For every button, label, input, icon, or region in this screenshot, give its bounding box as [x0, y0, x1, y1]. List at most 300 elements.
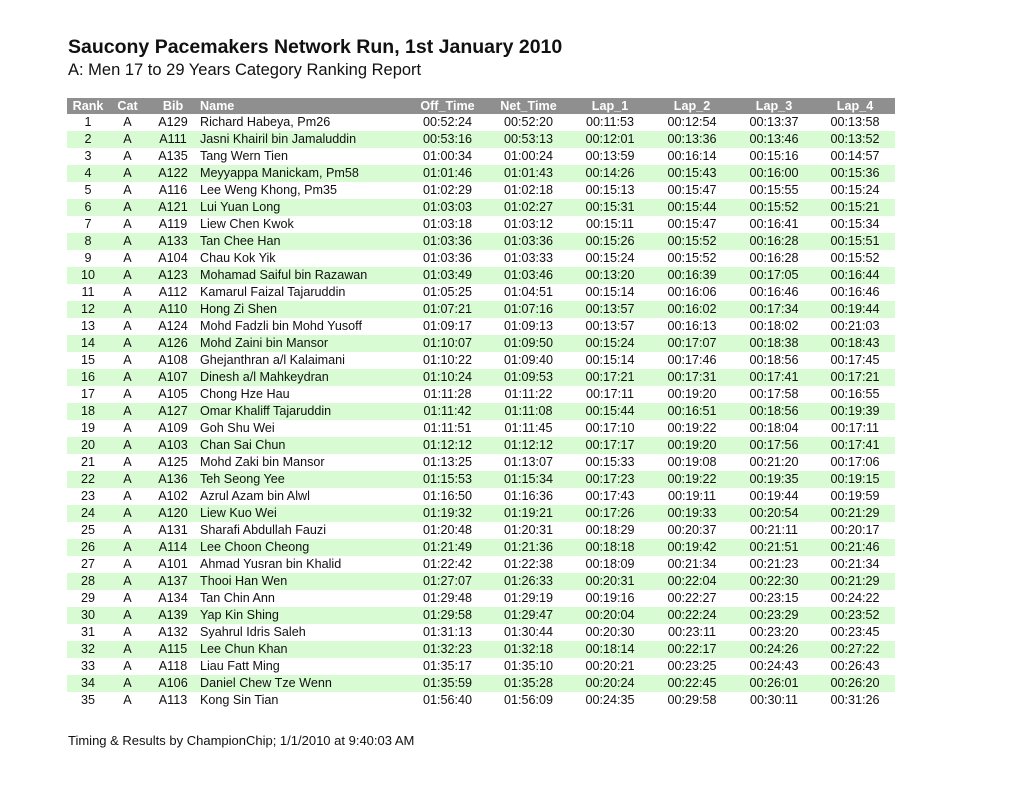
lap-3-cell: 00:18:56: [749, 353, 799, 367]
lap-2-cell: 00:19:22: [667, 421, 717, 435]
table-row: [67, 284, 895, 301]
name-cell: Daniel Chew Tze Wenn: [200, 675, 407, 692]
net-time-cell: 01:02:18: [503, 183, 554, 197]
table-row: [67, 114, 895, 131]
net-time-cell: 01:09:50: [488, 335, 569, 352]
off-time-cell: 01:11:28: [423, 387, 472, 401]
cat-cell: A: [123, 489, 132, 503]
off-time-cell: 01:01:46: [407, 165, 488, 182]
bib-cell: A122: [146, 165, 200, 182]
table-row: [67, 437, 895, 454]
off-time-cell: 01:21:49: [407, 539, 488, 556]
cat-cell: A: [109, 165, 146, 182]
cat-cell: A: [109, 301, 146, 318]
lap-1-cell: 00:17:21: [569, 369, 651, 386]
rank-cell: 13: [80, 319, 95, 333]
lap-2-cell: 00:19:11: [667, 489, 717, 503]
off-time-cell: 01:03:03: [407, 199, 488, 216]
cat-cell: A: [123, 285, 132, 299]
off-time-cell: 01:22:42: [422, 557, 473, 571]
lap-4-cell: 00:14:57: [830, 149, 880, 163]
table-row: [67, 403, 895, 420]
header-row: [67, 98, 895, 114]
lap-3-cell: 00:24:26: [733, 641, 815, 658]
lap-2-cell: 00:16:06: [667, 285, 717, 299]
off-time-cell: 01:03:18: [422, 217, 473, 231]
bib-cell: A139: [146, 607, 200, 624]
lap-3-cell: 00:21:23: [749, 557, 799, 571]
table-row: [67, 590, 895, 607]
lap-2-cell: 00:22:24: [651, 607, 733, 624]
table-row: [67, 505, 895, 522]
lap-4-cell: 00:15:34: [830, 217, 880, 231]
lap-3-cell: 00:18:56: [733, 403, 815, 420]
net-time-cell: 01:07:16: [488, 301, 569, 318]
off-time-cell: 01:03:36: [407, 233, 488, 250]
name-cell: Mohd Fadzli bin Mohd Yusoff: [200, 319, 362, 333]
rank-cell: 7: [84, 217, 92, 231]
lap-3-cell: 00:17:05: [733, 267, 815, 284]
report-title: Saucony Pacemakers Network Run, 1st January 2010: [68, 36, 563, 58]
name-cell: Mohd Zaki bin Mansor: [200, 455, 325, 469]
lap-4-cell: 00:19:44: [815, 301, 895, 318]
bib-cell: A121: [146, 199, 200, 216]
rank-cell: 23: [80, 489, 95, 503]
cat-cell: A: [109, 573, 146, 590]
off-time-cell: 01:29:48: [422, 591, 473, 605]
lap-2-cell: 00:19:22: [651, 471, 733, 488]
column-header-rank: Rank: [67, 98, 109, 114]
table-row: [67, 488, 895, 505]
rank-cell: 5: [84, 183, 92, 197]
lap-4-cell: 00:21:03: [830, 319, 880, 333]
lap-4-cell: 00:26:20: [815, 675, 895, 692]
name-cell: Hong Zi Shen: [200, 301, 407, 318]
rank-cell: 11: [81, 285, 95, 299]
lap-2-cell: 00:23:25: [667, 659, 717, 673]
net-time-cell: 01:13:07: [503, 455, 554, 469]
rank-cell: 14: [67, 335, 109, 352]
net-time-cell: 01:09:13: [503, 319, 554, 333]
lap-4-cell: 00:16:46: [830, 285, 880, 299]
lap-2-cell: 00:17:07: [651, 335, 733, 352]
rank-cell: 4: [67, 165, 109, 182]
bib-cell: A119: [158, 217, 188, 231]
name-cell: Azrul Azam bin Alwl: [200, 489, 310, 503]
lap-3-cell: 00:24:43: [749, 659, 799, 673]
lap-2-cell: 00:19:08: [667, 455, 717, 469]
bib-cell: A112: [158, 285, 188, 299]
table-row: [67, 369, 895, 386]
bib-cell: A132: [158, 625, 188, 639]
off-time-cell: 01:31:13: [422, 625, 473, 639]
lap-1-cell: 00:15:14: [585, 353, 635, 367]
bib-cell: A133: [146, 233, 200, 250]
rank-cell: 19: [80, 421, 95, 435]
lap-2-cell: 00:16:39: [651, 267, 733, 284]
net-time-cell: 01:00:24: [503, 149, 554, 163]
rank-cell: 12: [67, 301, 109, 318]
net-time-cell: 01:03:33: [503, 251, 554, 265]
lap-3-cell: 00:15:52: [733, 199, 815, 216]
cat-cell: A: [109, 335, 146, 352]
off-time-cell: 01:10:24: [407, 369, 488, 386]
net-time-cell: 01:26:33: [488, 573, 569, 590]
cat-cell: A: [109, 607, 146, 624]
name-cell: Ghejanthran a/l Kalaimani: [200, 353, 345, 367]
cat-cell: A: [123, 591, 132, 605]
lap-3-cell: 00:20:54: [733, 505, 815, 522]
lap-3-cell: 00:15:55: [749, 183, 799, 197]
rank-cell: 2: [67, 131, 109, 148]
lap-1-cell: 00:20:31: [569, 573, 651, 590]
name-cell: Liau Fatt Ming: [200, 659, 280, 673]
name-cell: Yap Kin Shing: [200, 607, 407, 624]
net-time-cell: 01:04:51: [503, 285, 554, 299]
lap-3-cell: 00:16:28: [733, 233, 815, 250]
lap-1-cell: 00:15:24: [569, 335, 651, 352]
table-row: [67, 250, 895, 267]
lap-2-cell: 00:16:13: [667, 319, 717, 333]
name-cell: Tang Wern Tien: [200, 149, 288, 163]
lap-2-cell: 00:22:27: [667, 591, 717, 605]
off-time-cell: 01:07:21: [407, 301, 488, 318]
table-row: [67, 573, 895, 590]
cat-cell: A: [109, 675, 146, 692]
rank-cell: 6: [67, 199, 109, 216]
rank-cell: 17: [80, 387, 95, 401]
name-cell: Thooi Han Wen: [200, 573, 407, 590]
table-row: [67, 675, 895, 692]
name-cell: Chau Kok Yik: [200, 251, 276, 265]
off-time-cell: 01:35:59: [407, 675, 488, 692]
lap-3-cell: 00:21:51: [733, 539, 815, 556]
net-time-cell: 01:32:18: [488, 641, 569, 658]
cat-cell: A: [123, 387, 132, 401]
rank-cell: 27: [80, 557, 95, 571]
table-body: [67, 114, 895, 709]
bib-cell: A109: [158, 421, 188, 435]
column-header-name: Name: [200, 98, 407, 114]
net-time-cell: 01:09:53: [488, 369, 569, 386]
lap-4-cell: 00:19:39: [815, 403, 895, 420]
lap-1-cell: 00:15:33: [585, 455, 635, 469]
lap-3-cell: 00:21:11: [749, 523, 799, 537]
off-time-cell: 01:35:17: [422, 659, 473, 673]
name-cell: Syahrul Idris Saleh: [200, 625, 306, 639]
lap-2-cell: 00:21:34: [667, 557, 717, 571]
cat-cell: A: [109, 641, 146, 658]
lap-4-cell: 00:17:06: [830, 455, 880, 469]
net-time-cell: 01:56:09: [503, 693, 554, 707]
lap-1-cell: 00:15:24: [585, 251, 635, 265]
lap-1-cell: 00:17:23: [569, 471, 651, 488]
table-row: [67, 199, 895, 216]
lap-2-cell: 00:15:52: [651, 233, 733, 250]
lap-3-cell: 00:22:30: [733, 573, 815, 590]
column-header-net-time: Net_Time: [488, 98, 569, 114]
cat-cell: A: [109, 131, 146, 148]
cat-cell: A: [109, 267, 146, 284]
lap-4-cell: 00:15:52: [830, 251, 880, 265]
table-row: [67, 556, 895, 573]
off-time-cell: 01:09:17: [422, 319, 473, 333]
lap-1-cell: 00:17:17: [569, 437, 651, 454]
rank-cell: 25: [80, 523, 95, 537]
table-row: [67, 386, 895, 403]
cat-cell: A: [109, 199, 146, 216]
lap-4-cell: 00:15:24: [830, 183, 880, 197]
lap-4-cell: 00:21:29: [815, 573, 895, 590]
lap-1-cell: 00:18:29: [585, 523, 635, 537]
rank-cell: 33: [80, 659, 95, 673]
bib-cell: A129: [158, 115, 188, 129]
lap-2-cell: 00:12:54: [667, 115, 717, 129]
off-time-cell: 01:11:42: [407, 403, 488, 420]
lap-4-cell: 00:13:52: [815, 131, 895, 148]
off-time-cell: 00:52:24: [422, 115, 473, 129]
rank-cell: 24: [67, 505, 109, 522]
name-cell: Liew Kuo Wei: [200, 505, 407, 522]
lap-4-cell: 00:21:29: [815, 505, 895, 522]
net-time-cell: 01:02:27: [488, 199, 569, 216]
lap-3-cell: 00:15:16: [749, 149, 799, 163]
lap-1-cell: 00:17:43: [585, 489, 635, 503]
cat-cell: A: [109, 369, 146, 386]
name-cell: Richard Habeya, Pm26: [200, 115, 331, 129]
off-time-cell: 01:56:40: [422, 693, 473, 707]
rank-cell: 20: [67, 437, 109, 454]
lap-3-cell: 00:16:28: [749, 251, 799, 265]
lap-1-cell: 00:12:01: [569, 131, 651, 148]
cat-cell: A: [109, 233, 146, 250]
table-row: [67, 318, 895, 335]
cat-cell: A: [123, 693, 132, 707]
cat-cell: A: [123, 659, 132, 673]
lap-4-cell: 00:21:34: [830, 557, 880, 571]
name-cell: Omar Khaliff Tajaruddin: [200, 403, 407, 420]
lap-1-cell: 00:19:16: [585, 591, 635, 605]
rank-cell: 22: [67, 471, 109, 488]
cat-cell: A: [123, 319, 132, 333]
table-row: [67, 335, 895, 352]
lap-2-cell: 00:19:42: [651, 539, 733, 556]
table-row: [67, 420, 895, 437]
lap-4-cell: 00:16:55: [830, 387, 880, 401]
column-header-cat: Cat: [109, 98, 146, 114]
bib-cell: A131: [158, 523, 188, 537]
lap-3-cell: 00:19:44: [749, 489, 799, 503]
net-time-cell: 01:03:46: [488, 267, 569, 284]
bib-cell: A113: [158, 693, 188, 707]
lap-3-cell: 00:26:01: [733, 675, 815, 692]
lap-2-cell: 00:20:37: [667, 523, 717, 537]
lap-4-cell: 00:23:45: [830, 625, 880, 639]
column-header-lap-2: Lap_2: [651, 98, 733, 114]
lap-1-cell: 00:13:59: [585, 149, 635, 163]
lap-4-cell: 00:19:59: [830, 489, 880, 503]
bib-cell: A111: [146, 131, 200, 148]
net-time-cell: 00:53:13: [488, 131, 569, 148]
net-time-cell: 01:03:12: [503, 217, 554, 231]
lap-4-cell: 00:20:17: [830, 523, 880, 537]
lap-1-cell: 00:11:53: [585, 115, 635, 129]
bib-cell: A118: [158, 659, 188, 673]
lap-3-cell: 00:16:41: [749, 217, 799, 231]
off-time-cell: 01:00:34: [422, 149, 473, 163]
rank-cell: 15: [80, 353, 95, 367]
bib-cell: A110: [146, 301, 200, 318]
net-time-cell: 01:01:43: [488, 165, 569, 182]
lap-4-cell: 00:23:52: [815, 607, 895, 624]
off-time-cell: 01:10:22: [422, 353, 473, 367]
lap-1-cell: 00:17:11: [585, 387, 635, 401]
rank-cell: 9: [84, 251, 92, 265]
lap-2-cell: 00:29:58: [667, 693, 717, 707]
name-cell: Tan Chee Han: [200, 233, 407, 250]
lap-4-cell: 00:18:43: [815, 335, 895, 352]
name-cell: Lee Weng Khong, Pm35: [200, 183, 337, 197]
cat-cell: A: [123, 557, 132, 571]
cat-cell: A: [109, 437, 146, 454]
bib-cell: A108: [158, 353, 188, 367]
off-time-cell: 01:13:25: [422, 455, 473, 469]
lap-2-cell: 00:16:51: [651, 403, 733, 420]
net-time-cell: 01:03:36: [488, 233, 569, 250]
lap-4-cell: 00:31:26: [830, 693, 880, 707]
lap-4-cell: 00:24:22: [830, 591, 880, 605]
lap-2-cell: 00:15:47: [667, 183, 717, 197]
table-row: [67, 607, 895, 624]
off-time-cell: 01:27:07: [407, 573, 488, 590]
off-time-cell: 01:05:25: [422, 285, 473, 299]
bib-cell: A101: [158, 557, 188, 571]
bib-cell: A126: [146, 335, 200, 352]
lap-3-cell: 00:17:34: [733, 301, 815, 318]
lap-1-cell: 00:18:18: [569, 539, 651, 556]
lap-1-cell: 00:15:26: [569, 233, 651, 250]
rank-cell: 16: [67, 369, 109, 386]
lap-2-cell: 00:15:47: [667, 217, 717, 231]
lap-2-cell: 00:16:02: [651, 301, 733, 318]
off-time-cell: 01:15:53: [407, 471, 488, 488]
bib-cell: A104: [158, 251, 188, 265]
table-row: [67, 471, 895, 488]
rank-cell: 1: [84, 115, 92, 129]
rank-cell: 21: [80, 455, 95, 469]
off-time-cell: 01:32:23: [407, 641, 488, 658]
name-cell: Chan Sai Chun: [200, 437, 407, 454]
lap-1-cell: 00:13:57: [569, 301, 651, 318]
cat-cell: A: [123, 183, 132, 197]
lap-2-cell: 00:17:31: [651, 369, 733, 386]
table-row: [67, 182, 895, 199]
lap-2-cell: 00:22:04: [651, 573, 733, 590]
lap-3-cell: 00:17:58: [749, 387, 799, 401]
bib-cell: A102: [158, 489, 188, 503]
results-table: [67, 98, 895, 709]
lap-2-cell: 00:16:14: [667, 149, 717, 163]
name-cell: Kamarul Faizal Tajaruddin: [200, 285, 346, 299]
net-time-cell: 01:11:08: [488, 403, 569, 420]
lap-3-cell: 00:18:02: [749, 319, 799, 333]
lap-1-cell: 00:15:31: [569, 199, 651, 216]
lap-4-cell: 00:17:11: [830, 421, 880, 435]
lap-3-cell: 00:23:29: [733, 607, 815, 624]
net-time-cell: 01:11:22: [504, 387, 553, 401]
cat-cell: A: [109, 505, 146, 522]
lap-3-cell: 00:30:11: [749, 693, 799, 707]
lap-3-cell: 00:23:15: [749, 591, 799, 605]
lap-3-cell: 00:21:20: [749, 455, 799, 469]
name-cell: Goh Shu Wei: [200, 421, 275, 435]
rank-cell: 34: [67, 675, 109, 692]
table-row: [67, 352, 895, 369]
cat-cell: A: [123, 455, 132, 469]
table-row: [67, 301, 895, 318]
lap-2-cell: 00:17:46: [667, 353, 717, 367]
lap-2-cell: 00:22:17: [651, 641, 733, 658]
lap-1-cell: 00:13:57: [585, 319, 635, 333]
bib-cell: A123: [146, 267, 200, 284]
bib-cell: A135: [158, 149, 188, 163]
lap-1-cell: 00:13:20: [569, 267, 651, 284]
rank-cell: 3: [84, 149, 92, 163]
bib-cell: A106: [146, 675, 200, 692]
lap-2-cell: 00:19:33: [651, 505, 733, 522]
table-row: [67, 454, 895, 471]
column-header-lap-1: Lap_1: [569, 98, 651, 114]
cat-cell: A: [123, 149, 132, 163]
off-time-cell: 01:03:36: [422, 251, 473, 265]
rank-cell: 35: [80, 693, 95, 707]
name-cell: Dinesh a/l Mahkeydran: [200, 369, 407, 386]
table-row: [67, 658, 895, 675]
lap-3-cell: 00:17:41: [733, 369, 815, 386]
cat-cell: A: [123, 625, 132, 639]
lap-1-cell: 00:24:35: [585, 693, 635, 707]
lap-1-cell: 00:15:11: [585, 217, 635, 231]
lap-2-cell: 00:15:43: [651, 165, 733, 182]
lap-1-cell: 00:18:09: [585, 557, 635, 571]
cat-cell: A: [123, 523, 132, 537]
bib-cell: A124: [158, 319, 188, 333]
lap-3-cell: 00:16:00: [733, 165, 815, 182]
off-time-cell: 01:20:48: [422, 523, 473, 537]
lap-4-cell: 00:15:21: [815, 199, 895, 216]
cat-cell: A: [123, 421, 132, 435]
name-cell: Lee Choon Cheong: [200, 539, 407, 556]
lap-3-cell: 00:19:35: [733, 471, 815, 488]
column-header-bib: Bib: [146, 98, 200, 114]
lap-2-cell: 00:19:20: [667, 387, 717, 401]
lap-3-cell: 00:13:37: [749, 115, 799, 129]
lap-3-cell: 00:18:04: [749, 421, 799, 435]
off-time-cell: 01:19:32: [407, 505, 488, 522]
name-cell: Sharafi Abdullah Fauzi: [200, 523, 327, 537]
bib-cell: A136: [146, 471, 200, 488]
cat-cell: A: [109, 403, 146, 420]
table-row: [67, 267, 895, 284]
lap-4-cell: 00:13:58: [830, 115, 880, 129]
lap-1-cell: 00:15:13: [585, 183, 635, 197]
rank-cell: 8: [67, 233, 109, 250]
table-row: [67, 539, 895, 556]
off-time-cell: 01:12:12: [407, 437, 488, 454]
lap-1-cell: 00:20:24: [569, 675, 651, 692]
bib-cell: A114: [146, 539, 200, 556]
net-time-cell: 01:12:12: [488, 437, 569, 454]
